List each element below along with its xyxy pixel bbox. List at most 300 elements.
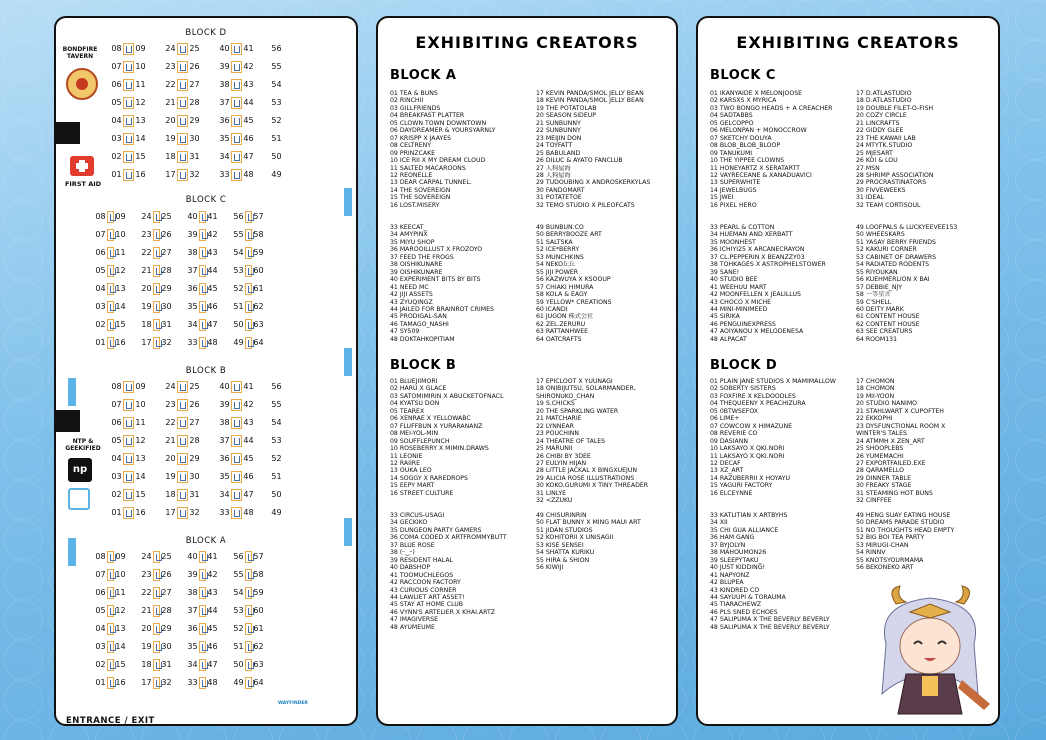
booth-number[interactable]: 56 bbox=[271, 382, 282, 391]
booth-number[interactable]: 39 bbox=[219, 400, 230, 409]
booth-number[interactable]: 55 bbox=[271, 400, 282, 409]
booth-number[interactable]: 31 bbox=[189, 152, 200, 161]
booth-number[interactable]: 55 bbox=[271, 62, 282, 71]
booth-number[interactable]: 64 bbox=[253, 678, 264, 687]
booth-number[interactable]: 16 bbox=[115, 678, 126, 687]
block-a-col4 bbox=[536, 224, 676, 343]
booth-number[interactable]: 26 bbox=[189, 400, 200, 409]
booth-number[interactable]: 29 bbox=[161, 284, 172, 293]
creator-entry: 31 POTATETOE bbox=[536, 194, 582, 202]
booth-number[interactable]: 21 bbox=[165, 98, 176, 107]
booth-number[interactable]: 61 bbox=[253, 284, 264, 293]
creator-entry: 18 D.ATLASTUDIO bbox=[856, 97, 912, 105]
booth-table bbox=[199, 677, 206, 689]
booth-number[interactable]: 53 bbox=[233, 266, 244, 275]
booth-number[interactable]: 02 bbox=[111, 152, 122, 161]
creator-entry: 42 JIJI ASSETS bbox=[390, 291, 433, 299]
booth-number[interactable]: 34 bbox=[187, 660, 198, 669]
booth-number[interactable]: 44 bbox=[243, 436, 254, 445]
booth-number[interactable]: 37 bbox=[219, 436, 230, 445]
booth-number[interactable]: 26 bbox=[189, 62, 200, 71]
creator-entry: 25 BABULAND bbox=[536, 149, 581, 157]
booth-number[interactable]: 26 bbox=[161, 570, 172, 579]
booth-number[interactable]: 01 bbox=[95, 338, 106, 347]
booth-number[interactable]: 30 bbox=[189, 472, 200, 481]
booth-number[interactable]: 25 bbox=[161, 552, 172, 561]
booth-number[interactable]: 52 bbox=[233, 284, 244, 293]
booth-table bbox=[107, 569, 114, 581]
booth-number[interactable]: 05 bbox=[95, 606, 106, 615]
booth-number[interactable]: 46 bbox=[207, 302, 218, 311]
booth-number[interactable]: 17 bbox=[165, 170, 176, 179]
creator-entry: 05 GELCOPPO bbox=[710, 119, 754, 127]
panel-title: EXHIBITING CREATORS bbox=[736, 33, 960, 52]
booth-number[interactable]: 36 bbox=[219, 116, 230, 125]
booth-number[interactable]: 24 bbox=[141, 552, 152, 561]
booth-number[interactable]: 20 bbox=[165, 116, 176, 125]
creator-entry: 46 TAMAGO_NASHI bbox=[390, 320, 449, 328]
booth-number[interactable]: 52 bbox=[271, 116, 282, 125]
first-aid-icon bbox=[70, 156, 94, 176]
booth-number[interactable]: 05 bbox=[111, 98, 122, 107]
booth-table bbox=[199, 301, 206, 313]
creator-entry: 41 WEEHUU MART bbox=[710, 283, 767, 291]
booth-number[interactable]: 24 bbox=[165, 44, 176, 53]
creator-entry: 44 SAYUUPI & TORAUMA bbox=[710, 593, 786, 601]
booth-number[interactable]: 56 bbox=[271, 44, 282, 53]
booth-number[interactable]: 06 bbox=[95, 248, 106, 257]
booth-number[interactable]: 44 bbox=[207, 606, 218, 615]
booth-number[interactable]: 34 bbox=[219, 490, 230, 499]
booth-number[interactable]: 19 bbox=[141, 302, 152, 311]
booth-number[interactable]: 27 bbox=[161, 588, 172, 597]
booth-number[interactable]: 05 bbox=[111, 436, 122, 445]
booth-number[interactable]: 13 bbox=[115, 624, 126, 633]
booth-number[interactable]: 21 bbox=[165, 436, 176, 445]
creator-entry: 29 DINNER TABLE bbox=[856, 474, 911, 482]
block-d-col3 bbox=[710, 512, 852, 631]
booth-number[interactable]: 23 bbox=[165, 400, 176, 409]
booth-number[interactable]: 58 bbox=[253, 230, 264, 239]
booth-number[interactable]: 25 bbox=[189, 382, 200, 391]
booth-table bbox=[199, 623, 206, 635]
booth-number[interactable]: 01 bbox=[95, 678, 106, 687]
booth-number[interactable]: 62 bbox=[253, 302, 264, 311]
booth-number[interactable]: 43 bbox=[207, 248, 218, 257]
booth-number[interactable]: 23 bbox=[141, 230, 152, 239]
booth-number[interactable]: 44 bbox=[207, 266, 218, 275]
creator-entry: 32 <ZZUKU bbox=[536, 497, 573, 505]
booth-number[interactable]: 12 bbox=[115, 606, 126, 615]
booth-number[interactable]: 11 bbox=[135, 418, 146, 427]
creator-entry: 06 MELONPAN + MONOCCROW bbox=[710, 127, 807, 135]
booth-number[interactable]: 42 bbox=[243, 62, 254, 71]
booth-number[interactable]: 18 bbox=[165, 152, 176, 161]
booth-number[interactable]: 42 bbox=[207, 230, 218, 239]
booth-number[interactable]: 24 bbox=[141, 212, 152, 221]
booth-number[interactable]: 22 bbox=[165, 80, 176, 89]
creator-entry: 26 CHIBI BY 3DEE bbox=[536, 452, 591, 460]
booth-number[interactable]: 13 bbox=[135, 454, 146, 463]
creator-entry: 30 FANDOMART bbox=[536, 186, 585, 194]
booth-number[interactable]: 10 bbox=[135, 400, 146, 409]
booth-number[interactable]: 37 bbox=[187, 266, 198, 275]
booth-number[interactable]: 27 bbox=[161, 248, 172, 257]
booth-number[interactable]: 40 bbox=[187, 212, 198, 221]
booth-number[interactable]: 64 bbox=[253, 338, 264, 347]
booth-number[interactable]: 49 bbox=[233, 338, 244, 347]
booth-number[interactable]: 31 bbox=[161, 660, 172, 669]
booth-number[interactable]: 41 bbox=[207, 212, 218, 221]
booth-number[interactable]: 33 bbox=[187, 678, 198, 687]
booth-number[interactable]: 30 bbox=[161, 302, 172, 311]
booth-number[interactable]: 03 bbox=[95, 302, 106, 311]
booth-number[interactable]: 54 bbox=[233, 248, 244, 257]
booth-number[interactable]: 01 bbox=[111, 508, 122, 517]
creator-entry: 37 BLUE ROSE bbox=[390, 541, 435, 549]
creator-entry: 49 LOOFPALS & LUCKYEEVEE153 bbox=[856, 224, 958, 231]
booth-number[interactable]: 30 bbox=[189, 134, 200, 143]
booth-number[interactable]: 45 bbox=[207, 284, 218, 293]
booth-number[interactable]: 12 bbox=[135, 98, 146, 107]
booth-number[interactable]: 22 bbox=[141, 248, 152, 257]
booth-number[interactable]: 49 bbox=[271, 170, 282, 179]
booth-number[interactable]: 03 bbox=[111, 472, 122, 481]
booth-table bbox=[107, 301, 114, 313]
booth-number[interactable]: 35 bbox=[187, 642, 198, 651]
booth-number[interactable]: 35 bbox=[187, 302, 198, 311]
booth-number[interactable]: 57 bbox=[253, 212, 264, 221]
booth-number[interactable]: 48 bbox=[207, 338, 218, 347]
booth-number[interactable]: 18 bbox=[165, 490, 176, 499]
booth-number[interactable]: 12 bbox=[115, 266, 126, 275]
booth-number[interactable]: 62 bbox=[253, 642, 264, 651]
booth-number[interactable]: 49 bbox=[233, 678, 244, 687]
booth-number[interactable]: 04 bbox=[111, 454, 122, 463]
booth-number[interactable]: 29 bbox=[161, 624, 172, 633]
booth-number[interactable]: 18 bbox=[141, 320, 152, 329]
booth-number[interactable]: 47 bbox=[243, 490, 254, 499]
creator-entry: 43 KINDRED CO bbox=[710, 586, 760, 594]
booth-number[interactable]: 39 bbox=[219, 62, 230, 71]
booth-number[interactable]: 56 bbox=[233, 552, 244, 561]
booth-number[interactable]: 09 bbox=[135, 44, 146, 53]
booth-number[interactable]: 43 bbox=[207, 588, 218, 597]
booth-number[interactable]: 41 bbox=[243, 382, 254, 391]
booth-number[interactable]: 54 bbox=[233, 588, 244, 597]
booth-number[interactable]: 18 bbox=[141, 660, 152, 669]
booth-number[interactable]: 44 bbox=[243, 98, 254, 107]
booth-number[interactable]: 46 bbox=[243, 134, 254, 143]
booth-number[interactable]: 27 bbox=[189, 80, 200, 89]
booth-number[interactable]: 42 bbox=[243, 400, 254, 409]
booth-number[interactable]: 27 bbox=[189, 418, 200, 427]
booth-number[interactable]: 15 bbox=[135, 152, 146, 161]
booth-number[interactable]: 43 bbox=[243, 418, 254, 427]
booth-number[interactable]: 31 bbox=[161, 320, 172, 329]
booth-number[interactable]: 36 bbox=[219, 454, 230, 463]
booth-number[interactable]: 15 bbox=[115, 660, 126, 669]
booth-number[interactable]: 53 bbox=[233, 606, 244, 615]
booth-number[interactable]: 54 bbox=[271, 80, 282, 89]
block-c-col3 bbox=[710, 224, 852, 343]
booth-number[interactable]: 09 bbox=[115, 552, 126, 561]
booth-number[interactable]: 32 bbox=[161, 338, 172, 347]
booth-number[interactable]: 02 bbox=[111, 490, 122, 499]
booth-number[interactable]: 06 bbox=[111, 418, 122, 427]
creator-entry: 26 KOI & LOU bbox=[856, 157, 898, 165]
booth-number[interactable]: 07 bbox=[111, 62, 122, 71]
booth-number[interactable]: 48 bbox=[243, 508, 254, 517]
booth-number[interactable]: 07 bbox=[95, 570, 106, 579]
booth-number[interactable]: 50 bbox=[233, 660, 244, 669]
booth-number[interactable]: 33 bbox=[219, 508, 230, 517]
booth-number[interactable]: 04 bbox=[95, 624, 106, 633]
booth-number[interactable]: 07 bbox=[111, 400, 122, 409]
booth-number[interactable]: 53 bbox=[271, 436, 282, 445]
booth-number[interactable]: 57 bbox=[253, 552, 264, 561]
booth-number[interactable]: 13 bbox=[115, 284, 126, 293]
booth-row bbox=[110, 78, 322, 92]
booth-number[interactable]: 16 bbox=[135, 170, 146, 179]
booth-table bbox=[107, 265, 114, 277]
booth-number[interactable]: 60 bbox=[253, 606, 264, 615]
booth-number[interactable]: 15 bbox=[135, 490, 146, 499]
creator-entry: 32 CINFFEE bbox=[856, 497, 892, 505]
booth-number[interactable]: 36 bbox=[187, 284, 198, 293]
booth-number[interactable]: 47 bbox=[243, 152, 254, 161]
booth-number[interactable]: 28 bbox=[189, 436, 200, 445]
booth-number[interactable]: 19 bbox=[165, 472, 176, 481]
booth-number[interactable]: 17 bbox=[141, 678, 152, 687]
booth-number[interactable]: 08 bbox=[111, 382, 122, 391]
booth-table bbox=[245, 569, 252, 581]
booth-table bbox=[107, 337, 114, 349]
booth-number[interactable]: 20 bbox=[165, 454, 176, 463]
booth-number[interactable]: 31 bbox=[189, 490, 200, 499]
booth-table bbox=[123, 61, 134, 73]
booth-number[interactable]: 01 bbox=[111, 170, 122, 179]
booth-number[interactable]: 42 bbox=[207, 570, 218, 579]
booth-number[interactable]: 09 bbox=[115, 212, 126, 221]
booth-number[interactable]: 32 bbox=[189, 170, 200, 179]
booth-table bbox=[199, 229, 206, 241]
booth-number[interactable]: 28 bbox=[189, 98, 200, 107]
booth-number[interactable]: 34 bbox=[187, 320, 198, 329]
booth-number[interactable]: 08 bbox=[95, 212, 106, 221]
booth-number[interactable]: 47 bbox=[207, 660, 218, 669]
booth-table bbox=[123, 381, 134, 393]
booth-number[interactable]: 23 bbox=[165, 62, 176, 71]
booth-number[interactable]: 50 bbox=[271, 152, 282, 161]
booth-table bbox=[153, 211, 160, 223]
booth-number[interactable]: 55 bbox=[233, 570, 244, 579]
booth-number[interactable]: 24 bbox=[165, 382, 176, 391]
booth-number[interactable]: 34 bbox=[219, 152, 230, 161]
booth-number[interactable]: 45 bbox=[243, 116, 254, 125]
booth-number[interactable]: 40 bbox=[187, 552, 198, 561]
creator-entry: 55 HIRA & SHION bbox=[536, 556, 590, 564]
booth-number[interactable]: 08 bbox=[95, 552, 106, 561]
booth-number[interactable]: 38 bbox=[219, 80, 230, 89]
booth-number[interactable]: 52 bbox=[271, 454, 282, 463]
booth-number[interactable]: 25 bbox=[161, 212, 172, 221]
booth-number[interactable]: 37 bbox=[219, 98, 230, 107]
booth-number[interactable]: 02 bbox=[95, 660, 106, 669]
booth-number[interactable]: 14 bbox=[135, 134, 146, 143]
creator-entry: 53 KISE SENSEI bbox=[536, 541, 584, 549]
booth-number[interactable]: 13 bbox=[135, 116, 146, 125]
booth-table bbox=[123, 97, 134, 109]
booth-number[interactable]: 04 bbox=[95, 284, 106, 293]
booth-number[interactable]: 39 bbox=[187, 570, 198, 579]
booth-number[interactable]: 43 bbox=[243, 80, 254, 89]
booth-number[interactable]: 17 bbox=[141, 338, 152, 347]
booth-number[interactable]: 45 bbox=[207, 624, 218, 633]
booth-number[interactable]: 53 bbox=[271, 98, 282, 107]
booth-number[interactable]: 23 bbox=[141, 570, 152, 579]
booth-number[interactable]: 55 bbox=[233, 230, 244, 239]
booth-number[interactable]: 12 bbox=[135, 436, 146, 445]
booth-number[interactable]: 14 bbox=[115, 642, 126, 651]
booth-number[interactable]: 46 bbox=[207, 642, 218, 651]
booth-number[interactable]: 54 bbox=[271, 418, 282, 427]
booth-number[interactable]: 48 bbox=[207, 678, 218, 687]
booth-number[interactable]: 58 bbox=[253, 570, 264, 579]
booth-number[interactable]: 37 bbox=[187, 606, 198, 615]
creator-entry: 27 MSN bbox=[856, 164, 880, 172]
booth-number[interactable]: 33 bbox=[219, 170, 230, 179]
booth-number[interactable]: 16 bbox=[135, 508, 146, 517]
booth-number[interactable]: 22 bbox=[141, 588, 152, 597]
booth-number[interactable]: 35 bbox=[219, 472, 230, 481]
booth-number[interactable]: 11 bbox=[115, 248, 126, 257]
booth-number[interactable]: 36 bbox=[187, 624, 198, 633]
booth-number[interactable]: 06 bbox=[111, 80, 122, 89]
booth-number[interactable]: 51 bbox=[233, 302, 244, 311]
booth-number[interactable]: 63 bbox=[253, 320, 264, 329]
booth-number[interactable]: 14 bbox=[115, 302, 126, 311]
booth-number[interactable]: 48 bbox=[243, 170, 254, 179]
creator-entry: 39 OISHIKUNARE bbox=[390, 268, 443, 276]
booth-number[interactable]: 38 bbox=[187, 248, 198, 257]
block-b-col3 bbox=[390, 512, 530, 631]
booth-number[interactable]: 51 bbox=[271, 472, 282, 481]
creator-entry: 41 NEED MC bbox=[390, 283, 429, 291]
booth-number[interactable]: 19 bbox=[141, 642, 152, 651]
booth-number[interactable]: 38 bbox=[187, 588, 198, 597]
creator-entry: 02 RINCHII bbox=[390, 97, 424, 105]
booth-number[interactable]: 30 bbox=[161, 642, 172, 651]
booth-number[interactable]: 59 bbox=[253, 588, 264, 597]
booth-number[interactable]: 22 bbox=[165, 418, 176, 427]
booth-number[interactable]: 11 bbox=[135, 80, 146, 89]
booth-number[interactable]: 15 bbox=[115, 320, 126, 329]
booth-number[interactable]: 40 bbox=[219, 382, 230, 391]
booth-number[interactable]: 02 bbox=[95, 320, 106, 329]
booth-number[interactable]: 28 bbox=[161, 266, 172, 275]
booth-number[interactable]: 06 bbox=[95, 588, 106, 597]
bondfire-tavern-label: BONDFIRE TAVERN bbox=[62, 46, 98, 60]
creators-panel-cd bbox=[696, 16, 1000, 726]
booth-number[interactable]: 28 bbox=[161, 606, 172, 615]
block-c-col4 bbox=[856, 224, 998, 343]
booth-number[interactable]: 32 bbox=[189, 508, 200, 517]
booth-number[interactable]: 04 bbox=[111, 116, 122, 125]
booth-number[interactable]: 17 bbox=[165, 508, 176, 517]
creator-entry: 41 NAPYONZ bbox=[710, 571, 750, 579]
booth-number[interactable]: 61 bbox=[253, 624, 264, 633]
booth-number[interactable]: 39 bbox=[187, 230, 198, 239]
booth-number[interactable]: 20 bbox=[141, 284, 152, 293]
booth-number[interactable]: 10 bbox=[135, 62, 146, 71]
booth-number[interactable]: 41 bbox=[243, 44, 254, 53]
booth-number[interactable]: 47 bbox=[207, 320, 218, 329]
booth-number[interactable]: 09 bbox=[135, 382, 146, 391]
booth-number[interactable]: 35 bbox=[219, 134, 230, 143]
booth-number[interactable]: 03 bbox=[111, 134, 122, 143]
booth-number[interactable]: 26 bbox=[161, 230, 172, 239]
booth-row bbox=[110, 150, 322, 164]
booth-number[interactable]: 40 bbox=[219, 44, 230, 53]
booth-number[interactable]: 56 bbox=[233, 212, 244, 221]
booth-number[interactable]: 14 bbox=[135, 472, 146, 481]
booth-number[interactable]: 59 bbox=[253, 248, 264, 257]
booth-number[interactable]: 03 bbox=[95, 642, 106, 651]
booth-number[interactable]: 05 bbox=[95, 266, 106, 275]
booth-number[interactable]: 60 bbox=[253, 266, 264, 275]
booth-number[interactable]: 46 bbox=[243, 472, 254, 481]
booth-number[interactable]: 41 bbox=[207, 552, 218, 561]
booth-number[interactable]: 63 bbox=[253, 660, 264, 669]
booth-table bbox=[245, 605, 252, 617]
booth-number[interactable]: 51 bbox=[233, 642, 244, 651]
booth-number[interactable]: 33 bbox=[187, 338, 198, 347]
booth-number[interactable]: 38 bbox=[219, 418, 230, 427]
booth-table bbox=[177, 79, 188, 91]
booth-number[interactable]: 49 bbox=[271, 508, 282, 517]
booth-number[interactable]: 51 bbox=[271, 134, 282, 143]
booth-table bbox=[123, 169, 134, 181]
creator-entry: 37 CL.PEPPERIN X BEANZZY03 bbox=[710, 253, 805, 261]
booth-number[interactable]: 29 bbox=[189, 454, 200, 463]
creator-entry: 46 PLS SNED ECHOES bbox=[710, 608, 778, 616]
booth-number[interactable]: 50 bbox=[233, 320, 244, 329]
booth-number[interactable]: 32 bbox=[161, 678, 172, 687]
booth-number[interactable]: 52 bbox=[233, 624, 244, 633]
booth-number[interactable]: 11 bbox=[115, 588, 126, 597]
booth-number[interactable]: 50 bbox=[271, 490, 282, 499]
booth-number[interactable]: 08 bbox=[111, 44, 122, 53]
booth-number[interactable]: 10 bbox=[115, 570, 126, 579]
booth-number[interactable]: 21 bbox=[141, 606, 152, 615]
booth-number[interactable]: 45 bbox=[243, 454, 254, 463]
booth-table bbox=[231, 115, 242, 127]
booth-number[interactable]: 19 bbox=[165, 134, 176, 143]
booth-number[interactable]: 10 bbox=[115, 230, 126, 239]
creator-entry: 53 CABINET OF DRAWERS bbox=[856, 253, 937, 261]
booth-number[interactable]: 29 bbox=[189, 116, 200, 125]
wayfinder-sign-3 bbox=[344, 518, 352, 546]
booth-number[interactable]: 20 bbox=[141, 624, 152, 633]
booth-row bbox=[94, 246, 306, 260]
block-a-col2 bbox=[536, 90, 676, 209]
booth-number[interactable]: 21 bbox=[141, 266, 152, 275]
booth-number[interactable]: 16 bbox=[115, 338, 126, 347]
booth-table bbox=[199, 605, 206, 617]
booth-number[interactable]: 07 bbox=[95, 230, 106, 239]
booth-number[interactable]: 25 bbox=[189, 44, 200, 53]
